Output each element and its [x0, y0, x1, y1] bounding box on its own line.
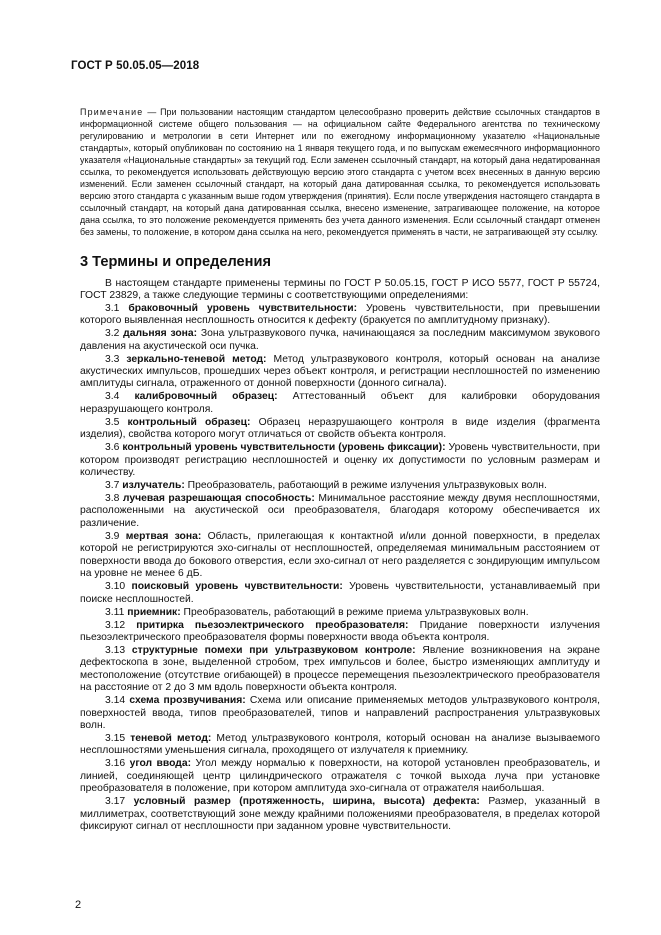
term-number: 3.1	[105, 302, 120, 314]
terms-section	[80, 278, 600, 833]
section-intro: В настоящем стандарте применены термины по ГОСТ Р 50.05.15, ГОСТ Р ИСО 5577, ГОСТ Р 55724, ГОСТ 23829, а также следующие термины с соответствующими определениями:	[80, 278, 600, 302]
term-entry	[80, 417, 600, 442]
term-entry	[80, 442, 600, 479]
term-entry	[80, 733, 600, 758]
term-title: калибровочный образец:	[134, 391, 278, 403]
term-number: 3.15	[105, 732, 126, 744]
term-definition: Угол между нормалью к поверхности, на которой установлен преобразователь, и линией, соединяющей центр цилиндрического отражателя с точкой выхода луча при установке преобразователя в положение, при котором амплитуда эхо-сигнала от отражателя наибольшая.	[80, 758, 601, 795]
term-definition: Уровень чувствительности, при превышении которого выявленная несплошность относится к дефекту (бракуется по амплитудному признаку).	[80, 302, 601, 327]
term-entry	[80, 796, 600, 833]
term-title: схема прозвучивания:	[129, 695, 246, 707]
term-entry	[80, 645, 600, 695]
term-title: притирка пьезоэлектрического преобразователя:	[136, 619, 409, 631]
term-title: поисковый уровень чувствительности:	[131, 581, 343, 593]
term-title: угол ввода:	[129, 758, 192, 770]
term-title: структурные помехи при ультразвуковом контроле:	[131, 644, 416, 656]
term-title: теневой метод:	[130, 732, 212, 744]
term-entry	[80, 328, 600, 353]
term-number: 3.10	[105, 581, 126, 593]
term-number: 3.14	[105, 695, 126, 707]
term-definition: Зона ультразвукового пучка, начинающаяся за последним максимумом звукового давления на акустической оси пучка.	[80, 328, 600, 352]
term-title: излучатель:	[122, 480, 185, 492]
term-number: 3.16	[105, 758, 126, 770]
term-definition: Образец неразрушающего контроля в виде изделия (фрагмента изделия), свойства которого могут отличаться от свойств объекта контроля.	[80, 416, 601, 441]
term-entry	[80, 391, 600, 416]
term-title: дальняя зона:	[123, 328, 198, 340]
term-definition: Размер, указанный в миллиметрах, соответствующий зоне между крайними положениями преобразователя, в пределах которой фиксируют сигнал от несплошности при заданном уровне чувствительности.	[80, 796, 600, 832]
term-entry	[80, 493, 600, 530]
term-number: 3.11	[105, 606, 125, 618]
term-number: 3.2	[105, 328, 120, 340]
term-title: лучевая разрешающая способность:	[122, 493, 315, 505]
term-entry	[80, 480, 600, 492]
term-entry	[80, 607, 600, 619]
term-number: 3.5	[105, 416, 120, 428]
term-definition: Явление возникновения на экране дефектоскопа в зоне, выделенной стробом, трех импульсов и более, быстро изменяющих амплитуду и местоположение (отсутствие огибающей) в процессе перемещения пьезоэлектрического преобразователя на расстояние от 2 до 3 мм вдоль поверхности объекта контроля.	[80, 644, 601, 694]
term-title: браковочный уровень чувствительности:	[128, 302, 358, 314]
term-number: 3.9	[105, 530, 120, 542]
term-number: 3.6	[105, 442, 120, 454]
term-entry	[80, 620, 600, 645]
term-number: 3.17	[105, 796, 126, 808]
term-number: 3.7	[105, 480, 120, 492]
term-definition: Область, прилегающая к контактной и/или донной поверхности, в пределах которой не регистрируются эхо-сигналы от несплошностей, определяемая минимальным расстоянием от поверхности ввода до бокового отверстия, если эхо-сигнал от него разделяется с зондирующим импульсом на уровне не менее 6 дБ.	[80, 530, 601, 580]
term-entry	[80, 354, 600, 391]
term-definition: Уровень чувствительности, при котором производят регистрацию несплошностей и оценку их допустимости по условным размерам и количеству.	[80, 442, 601, 479]
term-number: 3.13	[105, 644, 126, 656]
page-header-standard-id: ГОСТ Р 50.05.05—2018	[71, 60, 200, 72]
term-definition: Схема или описание применяемых методов ультразвукового контроля, поверхностей ввода, типов преобразователей, типов и направлений распространения ультразвуковых волн.	[80, 695, 601, 731]
term-title: контрольный уровень чувствительности (уровень фиксации):	[122, 442, 446, 454]
term-definition: Уровень чувствительности, устанавливаемый при поиске несплошностей.	[80, 581, 601, 605]
term-title: контрольный образец:	[127, 416, 251, 428]
term-entry	[80, 303, 600, 328]
page-number: 2	[75, 899, 82, 911]
term-definition: Метод ультразвукового контроля, который основан на анализе акустических импульсов, прошедших через объект контроля, и регистрации несплошностей по изменению амплитуды сигнала, отраженного от донной поверхности (донного сигнала).	[80, 353, 600, 390]
term-entry	[80, 695, 600, 732]
term-title: приемник:	[127, 606, 181, 618]
term-entry	[80, 758, 600, 795]
term-entry	[80, 581, 600, 606]
term-title: зеркально-теневой метод:	[126, 353, 267, 365]
term-number: 3.8	[105, 493, 120, 505]
term-definition: Преобразователь, работающий в режиме приема ультразвуковых волн.	[183, 606, 529, 618]
section-title: 3 Термины и определения	[80, 254, 271, 270]
term-number: 3.12	[105, 619, 126, 631]
term-definition: Преобразователь, работающий в режиме излучения ультразвуковых волн.	[187, 480, 547, 492]
term-title: мертвая зона:	[125, 530, 202, 542]
term-definition: Придание поверхности излучения пьезоэлектрического преобразователя формы поверхности ввода объекта контроля.	[80, 619, 601, 643]
term-number: 3.4	[105, 391, 120, 403]
term-definition: Минимальное расстояние между двумя несплошностями, расположенными на акустической оси преобразователя, благодаря которому обеспечивается их различение.	[80, 493, 600, 529]
terms-list	[80, 303, 600, 834]
note-label: Примечание	[80, 107, 144, 117]
term-definition: Аттестованный объект для калибровки оборудования неразрушающего контроля.	[80, 391, 601, 415]
note-text: — При пользовании настоящим стандартом целесообразно проверить действие ссылочных стандартов в информационной системе общего пользования — на официальном сайте Федерального агентства по техническому регулированию и метрологии в сети Интернет или по ежегодному информационному указателю «Национальные стандарты», который опубликован по состоянию на 1 января текущего года, и по выпускам ежемесячного информационного указателя «Национальные стандарты» за текущий год. Если заменен ссылочный стандарт, на который дана недатированная ссылка, то рекомендуется использовать действующую версию этого стандарта с учетом всех внесенных в данную версию изменений. Если заменен ссылочный стандарт, на который дана датированная ссылка, то рекомендуется использовать версию этого стандарта с указанным выше годом утверждения (принятия). Если после утверждения настоящего стандарта в ссылочный стандарт, на который дана датированная ссылка, внесено изменение, затрагивающее положение, на которое дана ссылка, то это положение рекомендуется применять без учета данного изменения. Если ссылочный стандарт отменен без замены, то положение, в котором дана ссылка на него, рекомендуется применять в части, не затрагивающей эту ссылку.	[80, 107, 600, 237]
term-definition: Метод ультразвукового контроля, который основан на анализе вызываемого несплошностями уменьшения сигнала, проходящего от излучателя к приемнику.	[80, 732, 601, 757]
term-entry	[80, 531, 600, 581]
reference-note	[80, 106, 600, 238]
term-number: 3.3	[105, 353, 120, 365]
term-title: условный размер (протяженность, ширина, высота) дефекта:	[133, 796, 480, 808]
